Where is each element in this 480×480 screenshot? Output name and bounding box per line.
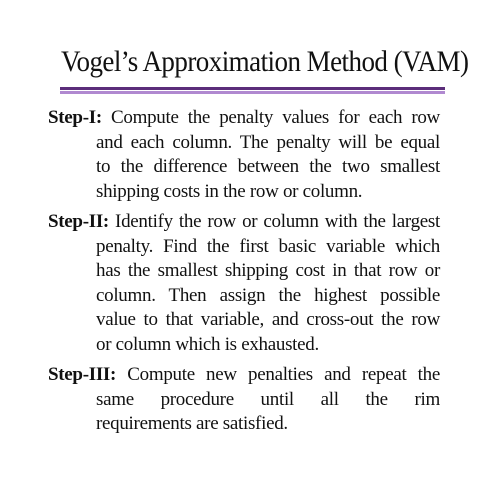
title-underline-dark (60, 87, 445, 90)
step-1-line-2: and each column. The penalty will be equal (96, 131, 440, 153)
step-1-line-3: to the difference between the two smallest (96, 156, 440, 177)
step-1-line-4: shipping costs in the row or column. (96, 180, 363, 202)
step-2-line-3: has the smallest shipping cost in that row or (96, 260, 440, 281)
step-2-line-2: penalty. Find the first basic variable which (96, 235, 440, 257)
step-3-text-1: Compute new penalties and repeat the (127, 364, 440, 385)
step-2-line-6: or column which is exhausted. (96, 333, 319, 355)
step-3-line-1 (48, 363, 440, 388)
slide-title: Vogel’s Approximation Method (VAM) (61, 45, 469, 78)
step-1-text-1: Compute the penalty values for each row (111, 107, 440, 128)
step-2-line-5: value to that variable, and cross-out the row (96, 309, 440, 330)
step-3-label: Step-III: (48, 364, 117, 385)
step-2 (48, 210, 440, 357)
title-underline-light (60, 91, 445, 94)
step-1 (48, 106, 440, 204)
steps-list (48, 106, 440, 443)
step-1-label: Step-I: (48, 107, 102, 128)
step-2-text-1: Identify the row or column with the largest (115, 211, 440, 232)
step-2-line-4: column. Then assign the highest possible (96, 284, 440, 306)
step-3-line-2: same procedure until all the rim (96, 388, 440, 410)
step-1-line-1 (48, 106, 440, 131)
step-3-line-3: requirements are satisfied. (96, 413, 288, 434)
step-2-label: Step-II: (48, 211, 109, 232)
step-3 (48, 363, 440, 437)
step-2-line-1 (48, 210, 440, 235)
